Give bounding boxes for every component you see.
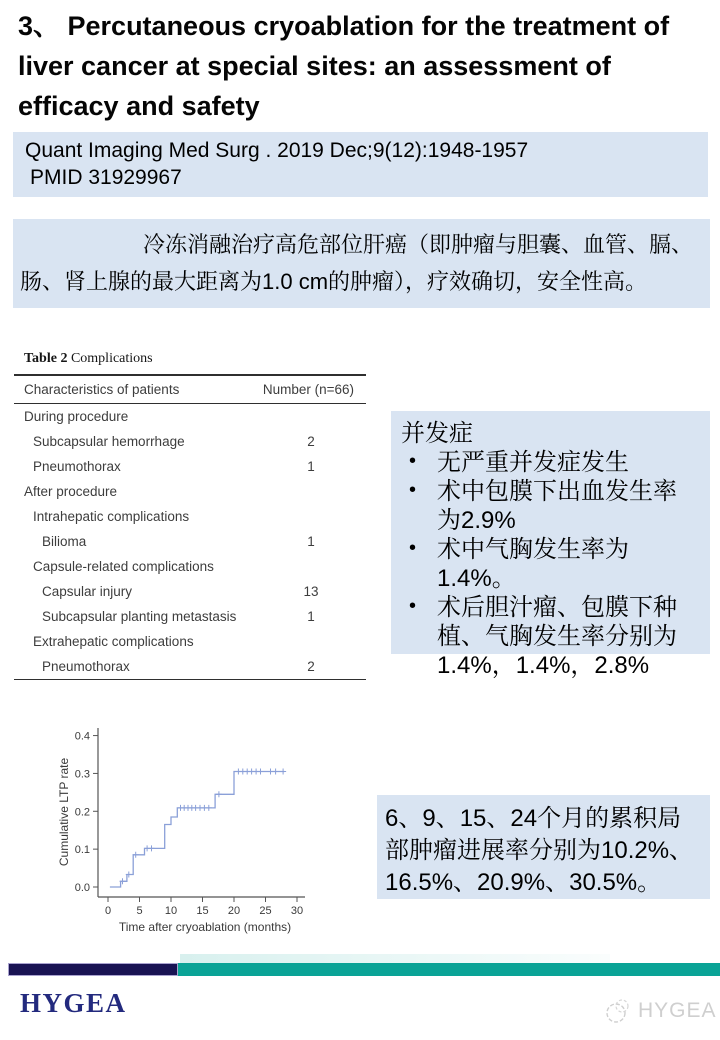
table-row (14, 629, 366, 654)
watermark-text: HYGEA (638, 999, 717, 1022)
table-row-label: Subcapsular hemorrhage (33, 434, 185, 449)
svg-text:25: 25 (259, 905, 272, 917)
bullet-icon: • (409, 537, 417, 559)
table-caption-number: Table 2 (24, 351, 68, 366)
table-row-label: Capsule-related complications (33, 559, 214, 574)
footer-bar-teal (178, 963, 720, 976)
progression-text: 6、9、15、24个月的累积局部肿瘤进展率分别为10.2%、16.5%、20.9%、30.5%。 (385, 805, 694, 896)
table-row-label: Intrahepatic complications (33, 509, 190, 524)
table-row (14, 504, 366, 529)
table-row-label: Capsular injury (42, 584, 133, 599)
table-row-label: Extrahepatic complications (33, 634, 194, 649)
complication-bullet (401, 593, 700, 680)
ltp-chart-svg (55, 700, 390, 940)
complications-title: 并发症 (401, 420, 473, 447)
bullet-text: 术中包膜下出血发生率为2.9% (437, 478, 677, 534)
table-row (14, 479, 366, 504)
svg-text:Time after cryoablation (month: Time after cryoablation (months) (118, 920, 292, 934)
watermark-globe-icon (601, 995, 633, 1027)
complication-bullet (401, 477, 700, 535)
complication-bullet (401, 448, 700, 477)
table-row-label: Pneumothorax (33, 459, 121, 474)
svg-text:20: 20 (227, 905, 241, 917)
table-header (14, 376, 366, 403)
summary-line-2: 肠、肾上腺的最大距离为1.0 cm的肿瘤），疗效确切，安全性高。 (20, 269, 648, 294)
table-row-label: Pneumothorax (42, 659, 130, 674)
svg-text:0: 0 (104, 905, 112, 917)
table-row-value: 1 (307, 534, 315, 549)
complications-table (14, 351, 366, 680)
complication-bullets (401, 448, 700, 680)
table-body (14, 404, 366, 679)
table-row (14, 604, 366, 629)
svg-text:0.3: 0.3 (74, 768, 90, 781)
ltp-chart-figure (55, 700, 390, 940)
table-row-label: Bilioma (42, 534, 87, 549)
table-row (14, 404, 366, 429)
progression-box (377, 795, 710, 899)
table-row-value: 1 (307, 459, 315, 474)
table-row (14, 554, 366, 579)
table-row-label: After procedure (24, 484, 118, 499)
table-header-value: Number (n=66) (262, 382, 354, 397)
svg-text:0.0: 0.0 (74, 882, 90, 894)
table-row-label: Subcapsular planting metastasis (42, 609, 237, 624)
table-row-value: 2 (307, 659, 315, 674)
table-row (14, 654, 366, 679)
svg-text:Cumulative LTP rate: Cumulative LTP rate (57, 757, 71, 867)
summary-line-1: 冷冻消融治疗高危部位肝癌（即肿瘤与胆囊、血管、膈、 (143, 232, 694, 257)
footer-gradient-decoration (180, 954, 610, 963)
brand-logo-text: HYGEA (20, 988, 127, 1018)
table-row-label: During procedure (24, 409, 129, 424)
slide-title: 3、 Percutaneous cryoablation for the treatment of liver cancer at special sites: an assessment of efficacy and safety (18, 11, 670, 121)
svg-text:5: 5 (136, 905, 143, 917)
complications-summary-box (391, 411, 710, 679)
svg-text:0.1: 0.1 (74, 844, 90, 857)
table-row-value: 2 (307, 434, 315, 449)
table-row-value: 1 (307, 609, 315, 624)
table-header-label: Characteristics of patients (24, 382, 180, 397)
svg-text:10: 10 (164, 905, 178, 917)
table-row (14, 454, 366, 479)
table-bottom-rule (14, 679, 366, 680)
table-row-value: 13 (303, 584, 319, 599)
watermark (601, 995, 717, 1027)
table-row (14, 579, 366, 604)
table-caption (14, 351, 366, 367)
citation-journal: Quant Imaging Med Surg . 2019 Dec;9(12):1948-1957 (25, 139, 529, 162)
table-row (14, 429, 366, 454)
svg-text:0.4: 0.4 (74, 730, 90, 743)
bullet-text: 术中气胸发生率为1.4%。 (437, 536, 629, 592)
bullet-icon: • (409, 450, 417, 472)
table-caption-text: Complications (67, 351, 153, 366)
svg-text:0.2: 0.2 (74, 806, 90, 819)
bullet-text: 术后胆汁瘤、包膜下种植、气胸发生率分别为1.4%，1.4%，2.8% (437, 594, 677, 679)
summary-box (13, 219, 710, 308)
bullet-icon: • (409, 595, 417, 617)
complication-bullet (401, 535, 700, 593)
bullet-icon: • (409, 479, 417, 501)
bullet-text: 无严重并发症发生 (437, 449, 629, 476)
citation-box (13, 132, 708, 197)
svg-text:30: 30 (290, 905, 304, 917)
svg-text:15: 15 (196, 905, 209, 917)
table-row (14, 529, 366, 554)
citation-pmid: PMID 31929967 (30, 166, 182, 189)
footer-bar-navy (8, 963, 178, 976)
